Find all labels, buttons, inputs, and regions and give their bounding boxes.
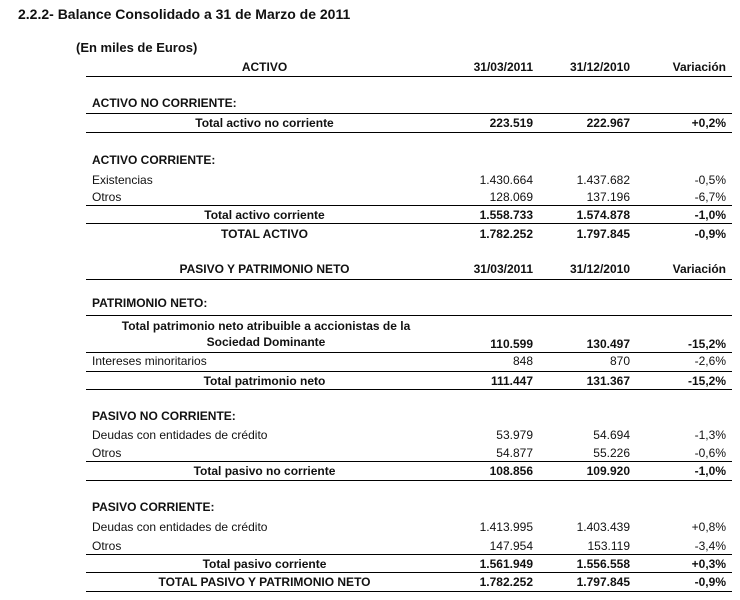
table-row (86, 171, 732, 188)
section-heading (86, 151, 732, 168)
value-2011: 848 (512, 354, 533, 368)
row-label: TOTAL ACTIVO (221, 227, 308, 241)
value-2011: 1.782.252 (479, 227, 533, 241)
row-label: Deudas con entidades de crédito (92, 428, 268, 442)
row-label: Otros (92, 539, 122, 553)
value-variation: -0,5% (694, 173, 726, 187)
value-2010: 222.967 (586, 116, 630, 130)
value-2011: 53.979 (496, 428, 533, 442)
value-2010: 130.497 (586, 337, 630, 351)
value-variation: -1,0% (694, 464, 726, 478)
value-variation: -2,6% (694, 354, 726, 368)
column-header-date-1: 31/03/2011 (473, 60, 533, 74)
value-2011: 147.954 (489, 539, 533, 553)
value-2010: 870 (609, 354, 630, 368)
section-heading (86, 498, 732, 515)
value-2011: 1.413.995 (479, 520, 533, 534)
table-row (86, 518, 732, 535)
subtotal-row (86, 206, 732, 223)
divider (86, 389, 732, 390)
value-2011: 1.782.252 (479, 575, 533, 589)
divider (86, 279, 732, 280)
value-2010: 1.797.845 (576, 227, 630, 241)
value-variation: -1,3% (694, 428, 726, 442)
value-2010: 54.694 (593, 428, 630, 442)
column-header-label: PASIVO Y PATRIMONIO NETO (179, 262, 350, 276)
value-2011: 54.877 (496, 446, 533, 460)
value-variation: -0,9% (694, 575, 726, 589)
column-header-date-2: 31/12/2010 (569, 60, 630, 74)
value-variation: +0,3% (691, 557, 726, 571)
row-label: Total pasivo corriente (202, 557, 327, 571)
value-2011: 111.447 (490, 374, 533, 388)
subtotal-row (86, 114, 732, 131)
pasivo-header-row (86, 260, 732, 277)
value-2010: 131.367 (586, 374, 630, 388)
column-header-variation: Variación (672, 262, 726, 276)
divider (86, 76, 732, 77)
section-heading (86, 94, 732, 111)
row-label: Existencias (92, 173, 153, 187)
row-label: TOTAL PASIVO Y PATRIMONIO NETO (158, 575, 371, 589)
row-label: Total activo no corriente (195, 116, 334, 130)
section-heading-label: PATRIMONIO NETO: (92, 296, 208, 310)
value-variation: -1,0% (694, 208, 726, 222)
divider (86, 480, 732, 481)
section-heading-label: ACTIVO NO CORRIENTE: (92, 96, 237, 110)
subtotal-row (86, 555, 732, 572)
value-2011: 1.561.949 (479, 557, 533, 571)
row-label: Intereses minoritarios (92, 354, 207, 368)
column-header-label: ACTIVO (241, 60, 288, 74)
value-variation: -15,2% (687, 337, 726, 351)
value-2011: 108.856 (489, 464, 533, 478)
row-label: Otros (92, 190, 122, 204)
value-2010: 109.920 (586, 464, 630, 478)
value-2010: 137.196 (586, 190, 630, 204)
section-heading-label: PASIVO NO CORRIENTE: (92, 409, 236, 423)
value-2011: 1.558.733 (479, 208, 533, 222)
divider (86, 591, 732, 592)
row-label: Total patrimonio neto atribuible a accionistas de la Sociedad Dominante (121, 319, 411, 349)
table-row (86, 188, 732, 205)
divider (86, 132, 732, 133)
value-2010: 1.797.845 (576, 575, 630, 589)
value-2011: 110.599 (490, 337, 533, 351)
column-header-date-2: 31/12/2010 (569, 262, 630, 276)
total-row (86, 225, 732, 242)
table-row (86, 537, 732, 554)
row-label: Deudas con entidades de crédito (92, 520, 268, 534)
column-header-date-1: 31/03/2011 (473, 262, 533, 276)
value-2010: 1.437.682 (576, 173, 630, 187)
value-variation: +0,2% (691, 116, 726, 130)
section-heading (86, 407, 732, 424)
units-note: (En miles de Euros) (76, 40, 198, 55)
table-row (86, 352, 732, 369)
divider (86, 223, 732, 224)
subtotal-row (86, 318, 732, 352)
value-variation: -0,9% (694, 227, 726, 241)
divider (86, 315, 732, 316)
column-header-variation: Variación (672, 60, 726, 74)
value-2011: 223.519 (489, 116, 533, 130)
row-label: Otros (92, 446, 122, 460)
document-title: 2.2.2- Balance Consolidado a 31 de Marzo de 2011 (18, 6, 351, 22)
section-heading-label: PASIVO CORRIENTE: (92, 500, 215, 514)
section-heading (86, 294, 732, 311)
row-label: Total pasivo no corriente (193, 464, 336, 478)
activo-header-row (86, 58, 732, 75)
subtotal-row (86, 372, 732, 389)
value-2011: 1.430.664 (479, 173, 533, 187)
value-2010: 1.574.878 (576, 208, 630, 222)
value-variation: -6,7% (694, 190, 726, 204)
row-label: Total activo corriente (204, 208, 325, 222)
value-variation: -15,2% (687, 374, 726, 388)
subtotal-row (86, 462, 732, 479)
value-2010: 1.556.558 (576, 557, 630, 571)
value-2010: 153.119 (587, 539, 630, 553)
total-row (86, 573, 732, 590)
value-variation: -0,6% (694, 446, 726, 460)
value-2010: 55.226 (593, 446, 630, 460)
table-row (86, 426, 732, 443)
section-heading-label: ACTIVO CORRIENTE: (92, 153, 216, 167)
row-label: Total patrimonio neto (203, 374, 326, 388)
table-row (86, 444, 732, 461)
value-2010: 1.403.439 (576, 520, 630, 534)
value-variation: +0,8% (691, 520, 726, 534)
value-2011: 128.069 (489, 190, 533, 204)
value-variation: -3,4% (694, 539, 726, 553)
